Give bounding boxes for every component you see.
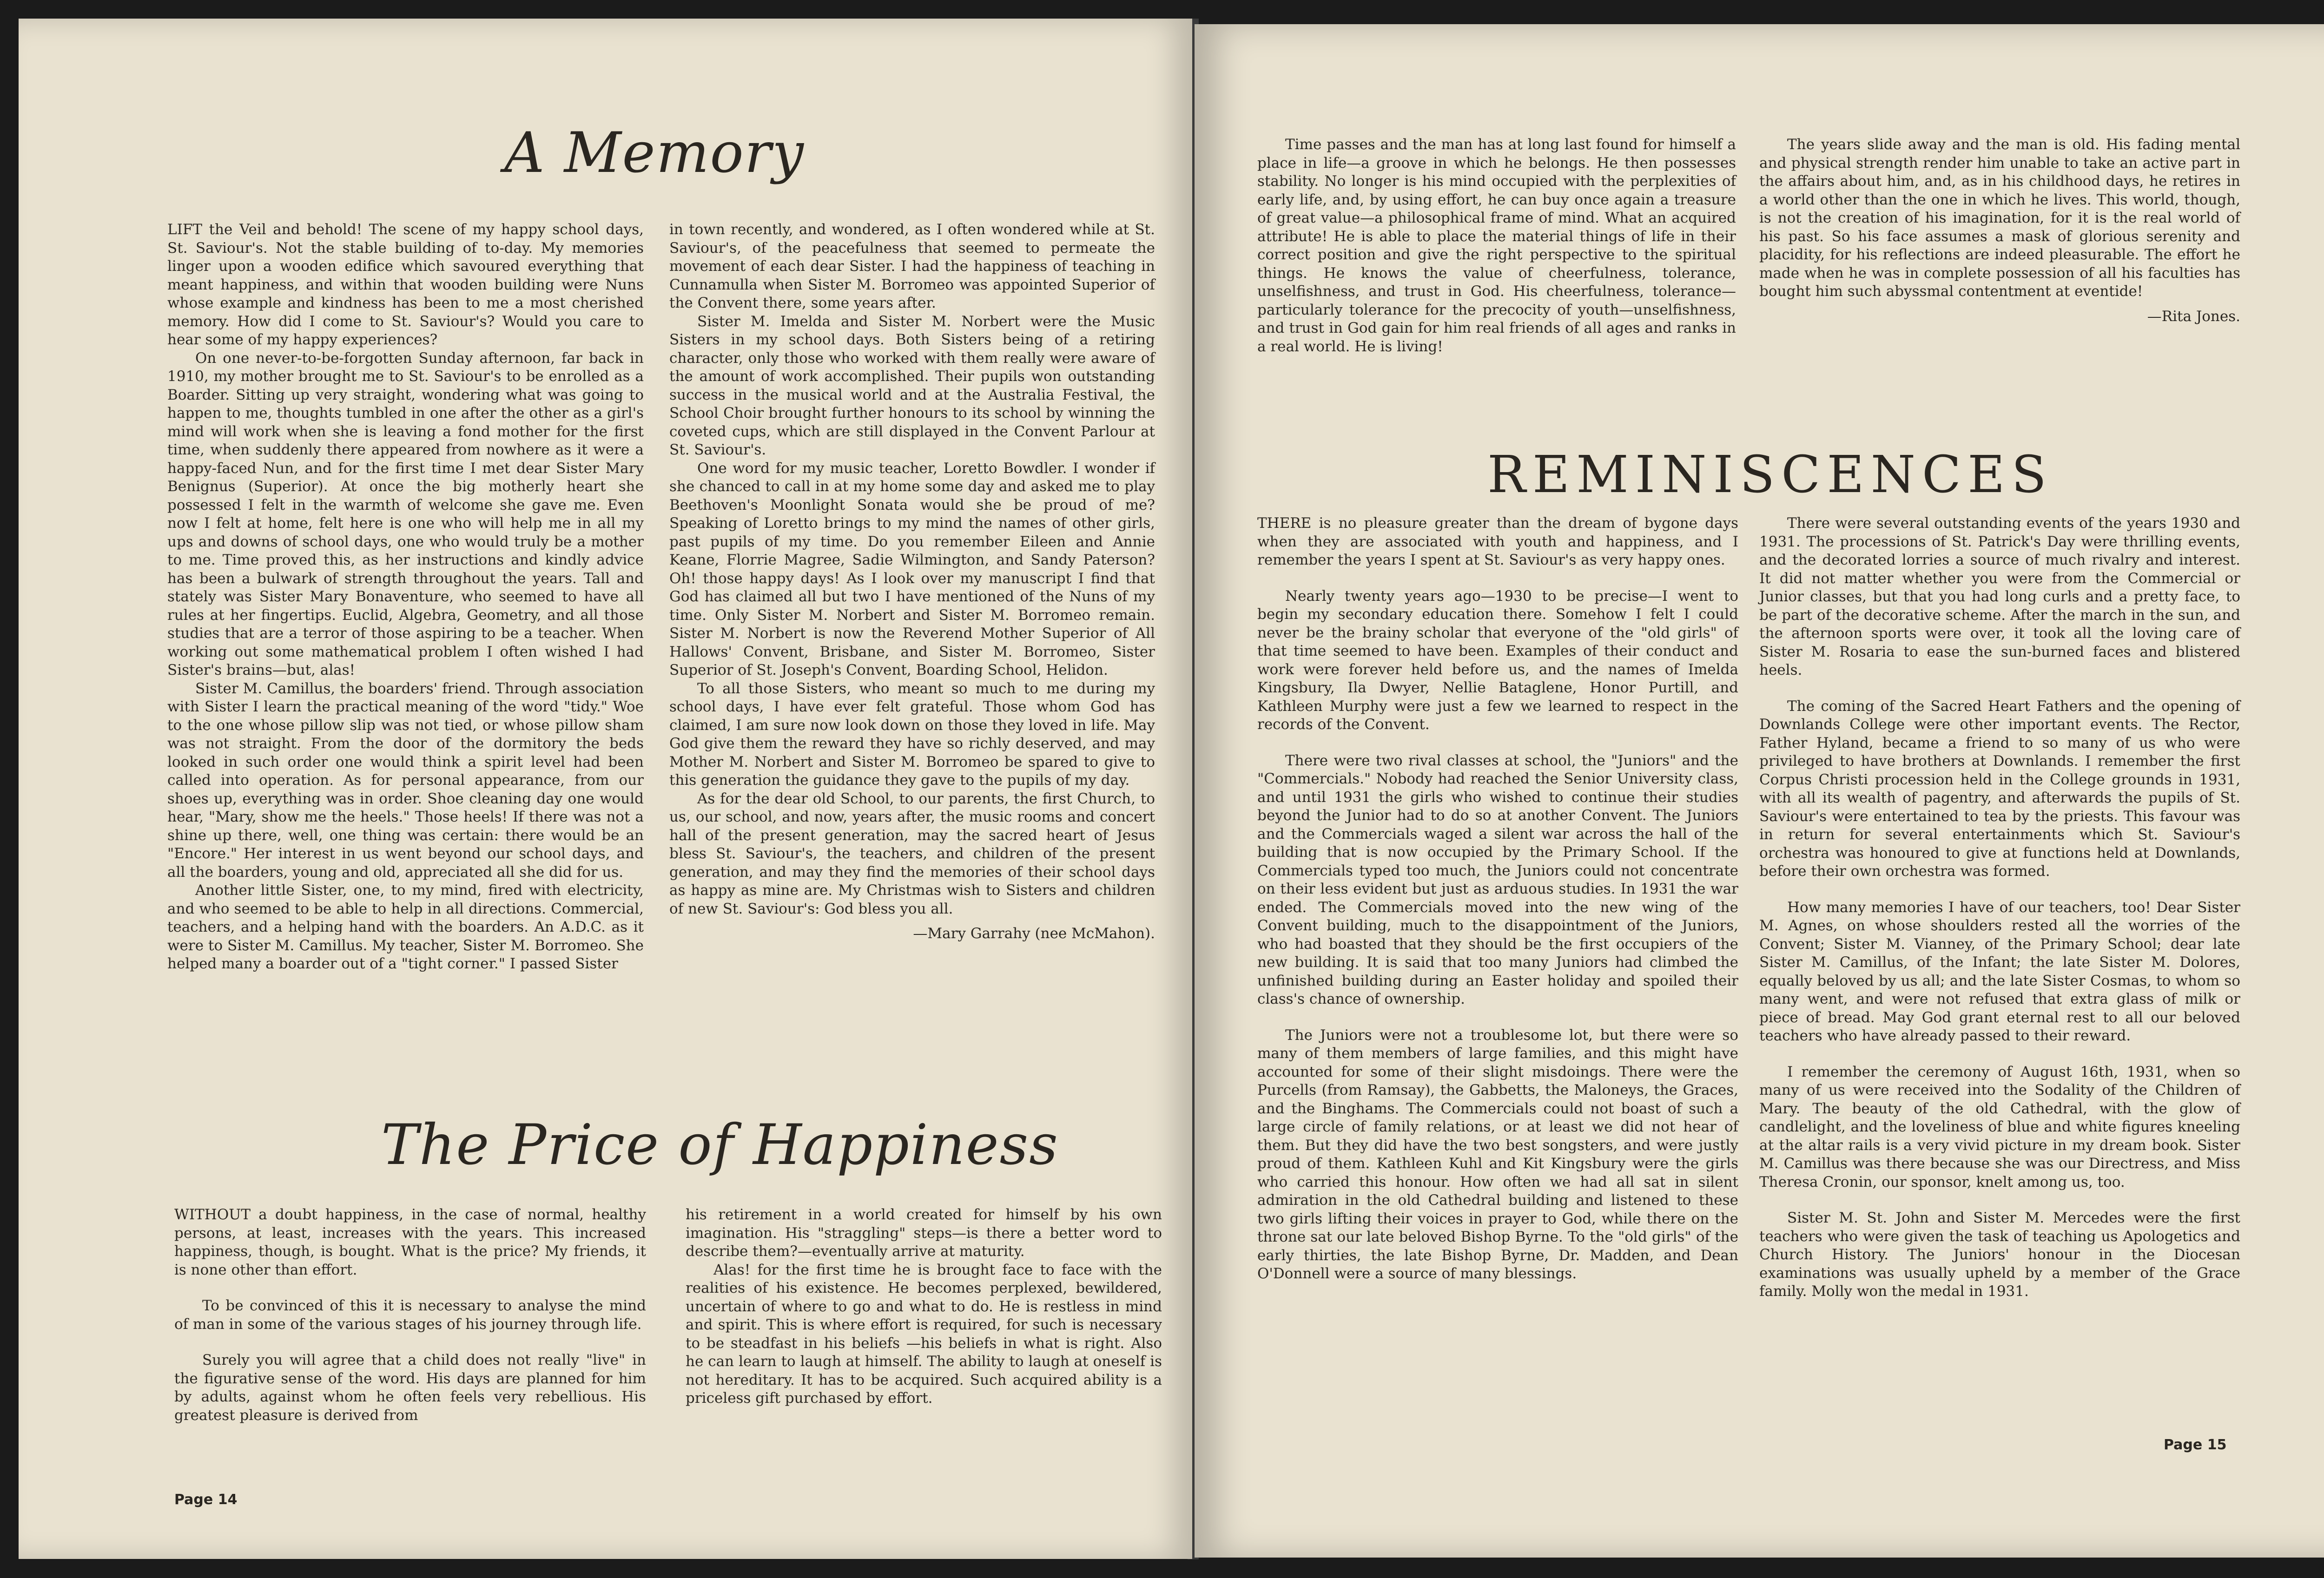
memory-paragraph: in town recently, and wondered, as I often wondered while at St. Saviour's, of the peacefulness that seemed to permeate the movement of each dear Sister. I had the happiness of teaching in Cunnamulla when Sister M. Borromeo was appointed Superior of the Convent there, some years after. <box>669 221 1155 311</box>
happiness-signature: —Rita Jones. <box>2147 308 2240 325</box>
memory-paragraph: Sister M. Camillus, the boarders' friend. Through association with Sister I learn the practical meaning of the word "tidy." Woe to the one whose pillow slip was not tied, or whose pillow sham was not straight. From the door of the dormitory the beds looked in such order one would think a spirit level had been called into operation. As for personal appearance, from our shoes up, everything was in order. Shoe cleaning day one would hear, "Mary, show me the heels." Those heels! If there was not a shine up there, well, one thing was certain: there would be an "Encore." Her interest in us went beyond our school days, and all the boarders, young and old, appreciated all she did for us. <box>167 680 644 881</box>
memory-paragraph: As for the dear old School, to our parents, the first Church, to us, our school, and now, years after, the music rooms and concert hall of the present generation, may the sacred heart of Jesus bless St. Saviour's, the teachers, and children of the present generation, and may they find the memories of their school days as happy as mine are. My Christmas wish to Sisters and children of new St. Saviour's: God bless you all. <box>669 790 1155 917</box>
memory-column-1 <box>167 221 644 973</box>
happiness-paragraph: Surely you will agree that a child does not really "live" in the figurative sense of the word. His days are planned for him by adults, against whom he often feels very rebellious. His greatest pleasure is derived from <box>174 1352 646 1424</box>
reminiscences-paragraph: The Juniors were not a troublesome lot, but there were so many of them members of large families, and this might have accounted for some of their slight misdoings. There were the Purcells (from Ramsay), the Gabbetts, the Maloneys, the Graces, and the Binghams. The Commercials could not boast of such a large circle of family relations, or at least we did not hear of them. But they did have the two best songsters, and were justly proud of them. Kathleen Kuhl and Kit Kingsbury were the girls who carried this honour. How often we had all sat in silent admiration in the old Cathedral building and listened to these two girls lifting their voices in prayer to God, while there on the throne sat our late beloved Bishop Byrne. To the "old girls" of the early thirties, the late Bishop Byrne, Dr. Madden, and Dean O'Donnell were a source of many blessings. <box>1257 1026 1738 1282</box>
reminiscences-paragraph: Nearly twenty years ago—1930 to be precise—I went to begin my secondary education there. Somehow I felt I could never be the brainy scholar that everyone of the "old girls" of that time seemed to have been. Examples of their conduct and work were forever held before us, and the names of Imelda Kingsbury, Ila Dwyer, Nellie Bataglene, Honor Purtill, and Kathleen Murphy were just a few we learned to respect in the records of the Convent. <box>1257 587 1738 733</box>
right-page <box>1195 24 2324 1558</box>
memory-paragraph: LIFT the Veil and behold! The scene of my happy school days, St. Saviour's. Not the stable building of to-day. My memories linger upon a wooden edifice which savoured everything that meant happiness, and within that wooden building were Nuns whose example and kindness has been to me a most cherished memory. How did I come to St. Saviour's? Would you care to hear some of my happy experiences? <box>167 221 644 348</box>
happiness-paragraph: To be convinced of this it is necessary to analyse the mind of man in some of the various stages of his journey through life. <box>174 1297 646 1333</box>
happiness-continued-column-1 <box>1257 136 1736 356</box>
reminiscences-column-2 <box>1759 514 2240 1301</box>
memory-paragraph: Sister M. Imelda and Sister M. Norbert were the Music Sisters in my school days. Both Sisters being of a retiring character, only those who worked with them really were aware of the amount of work accomplished. Their pupils won outstanding success in the musical world and at the Australia Festival, the School Choir brought further honours to its school by winning the coveted cups, which are still displayed in the Convent Parlour at St. Saviour's. <box>669 313 1155 458</box>
reminiscences-paragraph: THERE is no pleasure greater than the dream of bygone days when they are associated with youth and happiness, and I remember the years I spent at St. Saviour's as very happy ones. <box>1257 515 1738 568</box>
happiness-column-2 <box>686 1206 1162 1408</box>
happiness-paragraph: WITHOUT a doubt happiness, in the case of normal, healthy persons, at least, increases with the years. This increased happiness, though, is bought. What is the price? My friends, it is none other than effort. <box>174 1206 646 1278</box>
happiness-column-1 <box>174 1206 646 1425</box>
left-page <box>19 19 1192 1559</box>
page-number: Page 15 <box>2164 1437 2227 1453</box>
memory-paragraph: On one never-to-be-forgotten Sunday afternoon, far back in 1910, my mother brought me to St. Saviour's to be enrolled as a Boarder. Sitting up very straight, wondering what was going to happen to me, thoughts tumbled in one after the other as a girl's mind will work when she is leaving a fond mother for the first time, when suddenly there appeared from nowhere as it were a happy-faced Nun, and for the first time I met dear Sister Mary Benignus (Superior). At once the big motherly heart she possessed I felt in the warmth of welcome she gave me. Even now I felt at home, felt here is one who will help me in all my ups and downs of school days, one who would truly be a mother to me. Time proved this, as her instructions and kindly advice has been a bulwark of strength throughout the years. Tall and stately was Sister Mary Bonaventure, who seemed to have all rules at her fingertips. Euclid, Algebra, Geometry, and all those studies that are a terror of those aspiring to be a teacher. When working out some mathematical problem I often wished I had Sister's brains—but, alas! <box>167 349 644 678</box>
memory-paragraph: Another little Sister, one, to my mind, fired with electricity, and who seemed to be able to help in all directions. Commercial, teachers, and a helping hand with the boarders. An A.D.C. as it were to Sister M. Camillus. My teacher, Sister M. Borromeo. She helped many a boarder out of a "tight corner." I passed Sister <box>167 882 644 972</box>
reminiscences-paragraph: The coming of the Sacred Heart Fathers and the opening of Downlands College were other important events. The Rector, Father Hyland, became a friend to so many of us who were privileged to have brothers at Downlands. I remember the first Corpus Christi procession held in the College grounds in 1931, with all its wealth of pagentry, and afterwards the pupils of St. Saviour's were entertained to tea by the priests. This favour was in return for several entertainments which St. Saviour's orchestra was honoured to give at functions held at Downlands, before their own orchestra was formed. <box>1759 697 2240 880</box>
happiness-continued-column-2 <box>1759 136 2240 326</box>
memory-paragraph: To all those Sisters, who meant so much to me during my school days, I have ever felt grateful. Those whom God has claimed, I am sure now look down on those they loved in life. May God give them the reward they have so richly deserved, and may Mother M. Norbert and Sister M. Borromeo be spared to give to this generation the guidance they gave to the pupils of my day. <box>669 680 1155 789</box>
happiness-paragraph: The years slide away and the man is old. His fading mental and physical strength render him unable to take an active part in the affairs about him, and, as in his childhood days, he retires in a world other than the one in which he lives. This world, though, is not the creation of his imagination, for it is the real world of his past. So his face assumes a mask of glorious serenity and placidity, for his reflections are indeed pleasurable. The effort he made when he was in complete possession of all his faculties has bought him such abyssmal contentment at eventide! <box>1759 136 2240 300</box>
memory-column-2 <box>669 221 1155 943</box>
reminiscences-title: REMINISCENCES <box>1487 445 2053 504</box>
happiness-paragraph: Alas! for the first time he is brought face to face with the realities of his existence. He becomes perplexed, bewildered, uncertain of where to go and what to do. He is restless in mind and spirit. This is where effort is required, for such is necessary to be steadfast in his beliefs —his beliefs in what is right. Also he can learn to laugh at himself. The ability to laugh at oneself is not hereditary. It has to be acquired. Such acquired ability is a priceless gift purchased by effort. <box>686 1261 1162 1407</box>
reminiscences-column-1 <box>1257 514 1738 1283</box>
happiness-title: The Price of Happiness <box>381 1113 1059 1177</box>
page-number: Page 14 <box>174 1492 238 1508</box>
memory-title: A Memory <box>504 121 805 185</box>
reminiscences-paragraph: There were several outstanding events of the years 1930 and 1931. The processions of St. Patrick's Day were thrilling events, and the decorated lorries a source of much rivalry and interest. It did not matter whether you were from the Commercial or Junior classes, but that you had long curls and a pretty face, to be part of the decorative scheme. After the march in the sun, and the afternoon sports were over, it took all the loving care of Sister M. Rosaria to ease the sun-burned faces and blistered heels. <box>1759 515 2240 678</box>
reminiscences-paragraph: Sister M. St. John and Sister M. Mercedes were the first teachers who were given the task of teaching us Apologetics and Church History. The Juniors' honour in the Diocesan examinations was usually upheld by a member of the Grace family. Molly won the medal in 1931. <box>1759 1210 2240 1300</box>
happiness-paragraph: his retirement in a world created for himself by his own imagination. His "straggling" steps—is there a better word to describe them?—eventually arrive at maturity. <box>686 1206 1162 1260</box>
happiness-paragraph: Time passes and the man has at long last found for himself a place in life—a groove in which he belongs. He then possesses stability. No longer is his mind occupied with the perplexities of early life, and, by using effort, he can buy once again a treasure of great value—a philosophical frame of mind. What an acquired attribute! He is able to place the material things of life in their correct position and give the right perspective to the spiritual things. He knows the value of cheerfulness, tolerance, unselfishness, and trust in God. His cheerfulness, tolerance—particularly tolerance for the precocity of youth—unselfishness, and trust in God gain for him real friends of all ages and ranks in a real world. He is living! <box>1257 136 1736 355</box>
reminiscences-paragraph: I remember the ceremony of August 16th, 1931, when so many of us were received into the Sodality of the Children of Mary. The beauty of the old Cathedral, with the glow of candlelight, and the loveliness of blue and white figures kneeling at the altar rails is a very vivid picture in my dream book. Sister M. Camillus was there because she was our Directress, and Miss Theresa Cronin, our sponsor, knelt among us, too. <box>1759 1063 2240 1190</box>
reminiscences-paragraph: How many memories I have of our teachers, too! Dear Sister M. Agnes, on whose shoulders rested all the worries of the Convent; Sister M. Vianney, of the Primary School; dear late Sister M. Camillus, of the Infant; the late Sister M. Dolores, equally beloved by us all; and the late Sister Cosmas, to whom so many went, and were not refused that extra glass of milk or piece of bread. May God grant eternal rest to all our beloved teachers who have already passed to their reward. <box>1759 899 2240 1044</box>
reminiscences-paragraph: There were two rival classes at school, the "Juniors" and the "Commercials." Nobody had reached the Senior University class, and until 1931 the girls who wished to continue their studies beyond the Junior had to do so at another Convent. The Juniors and the Commercials waged a silent war across the hall of the building that is now occupied by the Primary School. If the Commercials typed too much, the Juniors could not concentrate on their less evident but just as arduous studies. In 1931 the war ended. The Commercials moved into the new wing of the Convent building, much to the disappointment of the Juniors, who had boasted that they should be the first occupiers of the new building. It is said that too many Juniors had climbed the unfinished building during an Easter holiday and spoiled their class's chance of ownership. <box>1257 752 1738 1007</box>
memory-signature: —Mary Garrahy (nee McMahon). <box>913 925 1155 942</box>
memory-paragraph: One word for my music teacher, Loretto Bowdler. I wonder if she chanced to call in at my home some day and asked me to play Beethoven's Moonlight Sonata would she be proud of me? Speaking of Loretto brings to my mind the names of other girls, past pupils of my time. Do you remember Eileen and Annie Keane, Florrie Magree, Sadie Wilmington, and Sandy Paterson? Oh! those happy days! As I look over my manuscript I find that God has claimed all but two I have mentioned of the Nuns of my time. Only Sister M. Norbert and Sister M. Borromeo remain. Sister M. Norbert is now the Reverend Mother Superior of All Hallows' Convent, Brisbane, and Sister M. Borromeo, Sister Superior of St. Joseph's Convent, Boarding School, Helidon. <box>669 460 1155 678</box>
